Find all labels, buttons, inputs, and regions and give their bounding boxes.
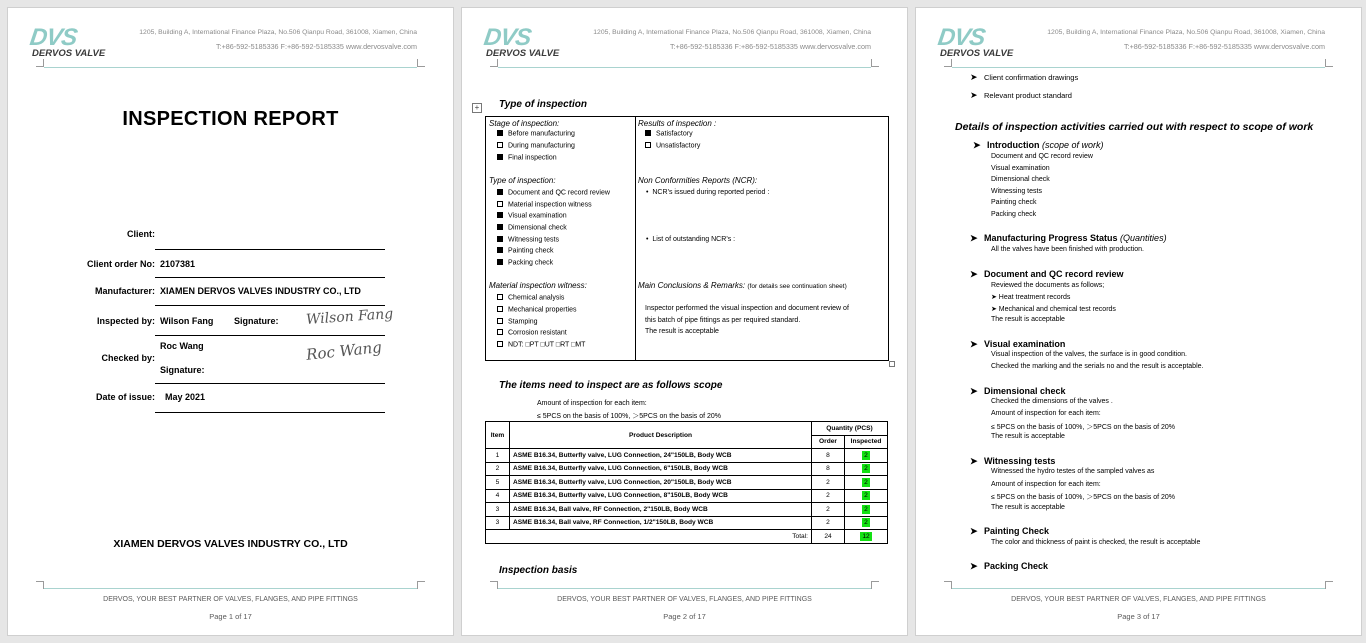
crop-mark xyxy=(417,59,425,67)
table-move-handle-icon[interactable]: + xyxy=(472,103,482,113)
arrow-bullet-icon: ➤ xyxy=(970,386,978,396)
crop-mark xyxy=(1325,59,1333,67)
material-checkbox[interactable]: Mechanical properties xyxy=(497,306,576,314)
crop-mark xyxy=(36,59,44,67)
items-heading: The items need to inspect are as follows scope xyxy=(499,380,723,391)
company-logo xyxy=(30,24,108,60)
order-value: 2107381 xyxy=(160,259,196,269)
rule-line: ≤ 5PCS on the basis of 100%, ＞5PCS on the basis of 20% xyxy=(537,413,722,420)
type-checkbox[interactable]: Witnessing tests xyxy=(497,236,559,244)
packing-heading: ➤ Packing Check xyxy=(970,561,1049,571)
logo-mark: DVS xyxy=(482,24,533,51)
crop-mark xyxy=(417,581,425,589)
page-number: Page 3 of 17 xyxy=(1117,612,1160,621)
result-checkbox[interactable]: Satisfactory xyxy=(645,130,693,138)
header-quantity: Quantity (PCS) xyxy=(812,422,888,436)
logo-name: DERVOS VALVE xyxy=(940,48,1014,59)
checkbox-filled xyxy=(497,130,503,136)
field-rule xyxy=(155,277,385,278)
company-logo xyxy=(938,24,1016,60)
checked-value: Roc Wang xyxy=(160,341,204,351)
table-row: 3 ASME B16.34, Ball valve, RF Connection, 2"150LB, Body WCB 2 2 xyxy=(486,503,888,517)
crop-mark xyxy=(944,581,952,589)
visual-heading: ➤ Visual examination xyxy=(970,339,1066,349)
arrow-bullet-icon: ➤ xyxy=(970,339,978,349)
crop-mark xyxy=(871,581,879,589)
type-checkbox[interactable]: Painting check xyxy=(497,247,554,255)
intro-item: Visual examination xyxy=(991,165,1050,172)
logo-mark: DVS xyxy=(28,24,79,51)
company-name: XIAMEN DERVOS VALVES INDUSTRY CO., LTD xyxy=(113,538,348,550)
logo-name: DERVOS VALVE xyxy=(486,48,560,59)
intro-item: Witnessing tests xyxy=(991,188,1042,195)
crop-mark xyxy=(36,581,44,589)
wit-line: Witnessed the hydro testes of the sampled valves as xyxy=(991,468,1155,475)
column-divider xyxy=(635,117,636,360)
crop-mark xyxy=(871,59,879,67)
material-checkbox[interactable]: Stamping xyxy=(497,318,538,326)
crop-mark xyxy=(1325,581,1333,589)
stage-heading: Stage of inspection: xyxy=(489,119,560,128)
manufacturer-value: XIAMEN DERVOS VALVES INDUSTRY CO., LTD xyxy=(160,286,361,296)
visual-line: Visual inspection of the valves, the surface is in good condition. xyxy=(991,351,1187,358)
wit-line: Amount of inspection for each item: xyxy=(991,481,1101,488)
type-sub-heading: Type of inspection: xyxy=(489,176,556,185)
wit-line: ≤ 5PCS on the basis of 100%, ＞5PCS on the basis of 20% xyxy=(991,494,1176,501)
doc-line: Reviewed the documents as follows; xyxy=(991,282,1105,289)
intro-item: Document and QC record review xyxy=(991,153,1093,160)
arrow-bullet-icon: ➤ xyxy=(970,561,978,571)
field-rule xyxy=(155,249,385,250)
footer-rule xyxy=(498,588,871,589)
header-address: 1205, Building A, International Finance Plaza, No.506 Qianpu Road, 361008, Xiamen, China xyxy=(593,29,871,36)
header-rule xyxy=(498,67,871,68)
crop-mark xyxy=(944,59,952,67)
material-checkbox[interactable]: Corrosion resistant xyxy=(497,329,567,337)
arrow-bullet-icon: ➤ xyxy=(970,456,978,466)
arrow-bullet-icon: ➤ xyxy=(970,72,978,82)
table-resize-handle-icon[interactable] xyxy=(889,361,895,367)
footer-rule xyxy=(44,588,417,589)
doc-line: ➤ Heat treatment records xyxy=(991,294,1071,301)
header-order: Order xyxy=(812,435,845,449)
table-row: 5 ASME B16.34, Butterfly valve, LUG Connection, 20"150LB, Body WCB 2 2 xyxy=(486,476,888,490)
dimensional-heading: ➤ Dimensional check xyxy=(970,386,1066,396)
inspection-basis-heading: Inspection basis xyxy=(499,565,578,576)
type-checkbox[interactable]: Packing check xyxy=(497,259,553,267)
amount-line: Amount of inspection for each item: xyxy=(537,400,647,407)
header-rule xyxy=(952,67,1325,68)
conclusion-line: The result is acceptable xyxy=(645,328,719,335)
ncr-issued-text: • NCR’s issued during reported period : xyxy=(646,189,770,196)
dim-line: ≤ 5PCS on the basis of 100%, ＞5PCS on the basis of 20% xyxy=(991,424,1176,431)
checked-label: Checked by: xyxy=(101,353,155,363)
checkbox-empty xyxy=(497,142,503,148)
inspection-type-table xyxy=(485,116,889,361)
type-of-inspection-heading: Type of inspection xyxy=(499,99,587,110)
field-rule xyxy=(155,412,385,413)
document-page-1 xyxy=(7,7,454,636)
client-label: Client: xyxy=(127,229,155,239)
date-value: May 2021 xyxy=(165,392,206,402)
logo-name: DERVOS VALVE xyxy=(32,48,106,59)
header-rule xyxy=(44,67,417,68)
header-description: Product Description xyxy=(510,422,812,449)
table-row: 2 ASME B16.34, Butterfly valve, LUG Connection, 6"150LB, Body WCB 8 2 xyxy=(486,462,888,476)
footer-slogan: DERVOS, YOUR BEST PARTNER OF VALVES, FLANGES, AND PIPE FITTINGS xyxy=(103,596,358,603)
intro-item: Painting check xyxy=(991,199,1037,206)
header-address: 1205, Building A, International Finance Plaza, No.506 Qianpu Road, 361008, Xiamen, China xyxy=(1047,29,1325,36)
order-label: Client order No: xyxy=(86,259,155,269)
logo-mark: DVS xyxy=(936,24,987,51)
table-row: 4 ASME B16.34, Butterfly valve, LUG Connection, 8"150LB, Body WCB 2 2 xyxy=(486,489,888,503)
arrow-bullet-icon: ➤ xyxy=(970,269,978,279)
stage-checkbox[interactable]: Before manufacturing xyxy=(497,130,575,138)
footer-rule xyxy=(952,588,1325,589)
painting-heading: ➤ Painting Check xyxy=(970,526,1050,536)
table-row: 3 ASME B16.34, Ball valve, RF Connection, 1/2"150LB, Body WCB 2 2 xyxy=(486,516,888,530)
header-address: 1205, Building A, International Finance Plaza, No.506 Qianpu Road, 361008, Xiamen, China xyxy=(139,29,417,36)
arrow-bullet-icon: ➤ xyxy=(973,140,981,150)
wit-line: The result is acceptable xyxy=(991,504,1065,511)
header-inspected: Inspected xyxy=(845,435,888,449)
table-row: 1 ASME B16.34, Butterfly valve, LUG Connection, 24"150LB, Body WCB 8 2 xyxy=(486,449,888,463)
basis-bullet: ➤ Relevant product standard xyxy=(970,90,1072,100)
total-order: 24 xyxy=(812,530,845,544)
company-logo xyxy=(484,24,562,60)
arrow-bullet-icon: ➤ xyxy=(970,90,978,100)
field-rule xyxy=(155,383,385,384)
header-item: Item xyxy=(486,422,510,449)
document-page-3 xyxy=(915,7,1362,636)
basis-bullet: ➤ Client confirmation drawings xyxy=(970,72,1079,82)
material-heading: Material inspection witness: xyxy=(489,281,587,290)
conclusion-line: Inspector performed the visual inspection and document review of xyxy=(645,305,849,312)
ncr-heading: Non Conformities Reports (NCR): xyxy=(638,176,758,185)
intro-heading: ➤ Introduction (scope of work) xyxy=(973,140,1104,150)
conclusion-heading: Main Conclusions & Remarks: (for details see continuation sheet) xyxy=(638,281,847,290)
signature-label: Signature: xyxy=(234,316,279,326)
witness-heading: ➤ Witnessing tests xyxy=(970,456,1056,466)
inspected-value: Wilson Fang xyxy=(160,316,214,326)
painting-text: The color and thickness of paint is checked, the result is acceptable xyxy=(991,539,1201,546)
total-inspected: 12 xyxy=(845,530,888,544)
material-checkbox[interactable]: Chemical analysis xyxy=(497,294,564,302)
intro-item: Dimensional check xyxy=(991,176,1050,183)
visual-line: Checked the marking and the serials no and the result is acceptable. xyxy=(991,363,1204,370)
header-contact: T:+86-592-5185336 F:+86-592-5185335 www.dervosvalve.com xyxy=(1124,42,1325,51)
crop-mark xyxy=(490,581,498,589)
mps-heading: ➤ Manufacturing Progress Status (Quantities) xyxy=(970,233,1167,243)
signature2-label: Signature: xyxy=(160,365,205,375)
details-heading: Details of inspection activities carried out with respect to scope of work xyxy=(955,121,1314,133)
date-label: Date of issue: xyxy=(95,392,155,402)
report-title: INSPECTION REPORT xyxy=(122,108,339,130)
stage-checkbox[interactable]: Final inspection xyxy=(497,154,557,162)
checkbox-filled xyxy=(497,154,503,160)
result-checkbox[interactable]: Unsatisfactory xyxy=(645,142,700,150)
doc-line: ➤ Mechanical and chemical test records xyxy=(991,306,1116,313)
page-number: Page 2 of 17 xyxy=(663,612,706,621)
inspected-label: Inspected by: xyxy=(96,316,155,326)
type-checkbox[interactable]: Material inspection witness xyxy=(497,201,592,209)
signature-wilson: Wilson Fang xyxy=(305,305,394,329)
stage-checkbox[interactable]: During manufacturing xyxy=(497,142,575,150)
doc-line: The result is acceptable xyxy=(991,316,1065,323)
items-table xyxy=(485,421,888,544)
document-page-2 xyxy=(461,7,908,636)
footer-slogan: DERVOS, YOUR BEST PARTNER OF VALVES, FLANGES, AND PIPE FITTINGS xyxy=(1011,596,1266,603)
table-header-row xyxy=(486,422,888,436)
manufacturer-label: Manufacturer: xyxy=(94,286,155,296)
total-label: Total: xyxy=(486,530,812,544)
signature-roc: Roc Wang xyxy=(305,338,383,364)
type-checkbox[interactable]: Dimensional check xyxy=(497,224,567,232)
table-total-row xyxy=(486,530,888,544)
intro-item: Packing check xyxy=(991,211,1037,218)
type-checkbox[interactable]: Visual examination xyxy=(497,212,567,220)
header-contact: T:+86-592-5185336 F:+86-592-5185335 www.dervosvalve.com xyxy=(670,42,871,51)
dim-line: Checked the dimensions of the valves . xyxy=(991,398,1113,405)
type-checkbox[interactable]: Document and QC record review xyxy=(497,189,610,197)
footer-slogan: DERVOS, YOUR BEST PARTNER OF VALVES, FLANGES, AND PIPE FITTINGS xyxy=(557,596,812,603)
page-number: Page 1 of 17 xyxy=(209,612,252,621)
dim-line: Amount of inspection for each item: xyxy=(991,410,1101,417)
ndt-checkboxes[interactable]: NDT: □PT □UT □RT □MT xyxy=(497,341,585,349)
doc-review-heading: ➤ Document and QC record review xyxy=(970,269,1124,279)
header-contact: T:+86-592-5185336 F:+86-592-5185335 www.dervosvalve.com xyxy=(216,42,417,51)
results-heading: Results of inspection : xyxy=(638,119,717,128)
crop-mark xyxy=(490,59,498,67)
arrow-bullet-icon: ➤ xyxy=(970,526,978,536)
conclusion-line: this batch of pipe fittings as per required standard. xyxy=(645,317,801,324)
arrow-bullet-icon: ➤ xyxy=(970,233,978,243)
field-rule xyxy=(155,305,385,306)
mps-text: All the valves have been finished with production. xyxy=(991,246,1144,253)
ncr-outstanding-text: • List of outstanding NCR’s : xyxy=(646,236,736,243)
field-rule xyxy=(155,335,385,336)
dim-line: The result is acceptable xyxy=(991,433,1065,440)
